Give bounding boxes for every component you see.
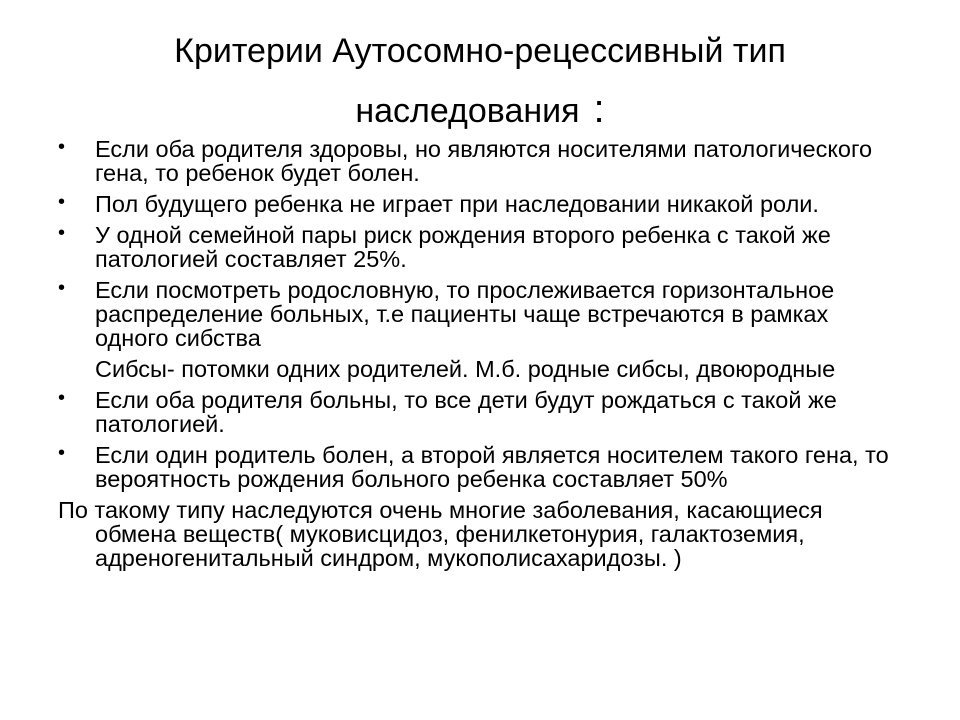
list-item	[58, 137, 908, 185]
bullet-icon: •	[58, 277, 66, 299]
list-item	[58, 223, 908, 271]
list-item	[58, 192, 908, 216]
note-paragraph: Сибсы- потомки одних родителей. М.б. родные сибсы, двоюродные	[95, 356, 836, 382]
list-item-text: У одной семейной пары риск рождения второго ребенка с такой же патологией составляет 25%.	[95, 222, 831, 272]
title-line-1: Критерии Аутосомно-рецессивный тип	[174, 32, 786, 70]
bullet-icon: •	[58, 222, 66, 244]
title-colon: :	[593, 87, 605, 131]
list-item-text: Если оба родителя здоровы, но являются носителями патологического гена, то ребенок будет болен.	[95, 136, 873, 186]
bullet-icon: •	[58, 191, 66, 213]
list-item	[58, 278, 908, 350]
list-item-text: Если оба родителя больны, то все дети будут рождаться с такой же патологией.	[95, 387, 837, 437]
list-item-text: Пол будущего ребенка не играет при наследовании никакой роли.	[95, 191, 819, 217]
closing-paragraph: По такому типу наследуются очень многие заболевания, касающиеся обмена веществ( муковисцидоз, фенилкетонурия, галактоземия, адреногенитальный синдром, мукополисахаридозы. )	[58, 497, 823, 571]
list-item	[58, 388, 908, 436]
title-line-2	[60, 80, 900, 140]
list-item-text: Если один родитель болен, а второй является носителем такого гена, то вероятность рождения больного ребенка составляет 50%	[95, 442, 889, 492]
title-line-2-text: наследования	[355, 92, 580, 130]
list-item	[58, 443, 908, 491]
slide-body	[58, 137, 908, 570]
list-item-text: Если посмотреть родословную, то прослеживается горизонтальное распределение больных, т.е пациенты чаще встречаются в рамках одного сибства	[95, 277, 835, 351]
bullet-icon: •	[58, 442, 66, 464]
bullet-icon: •	[58, 387, 66, 409]
slide-title	[60, 22, 900, 140]
bullet-icon: •	[58, 136, 66, 158]
